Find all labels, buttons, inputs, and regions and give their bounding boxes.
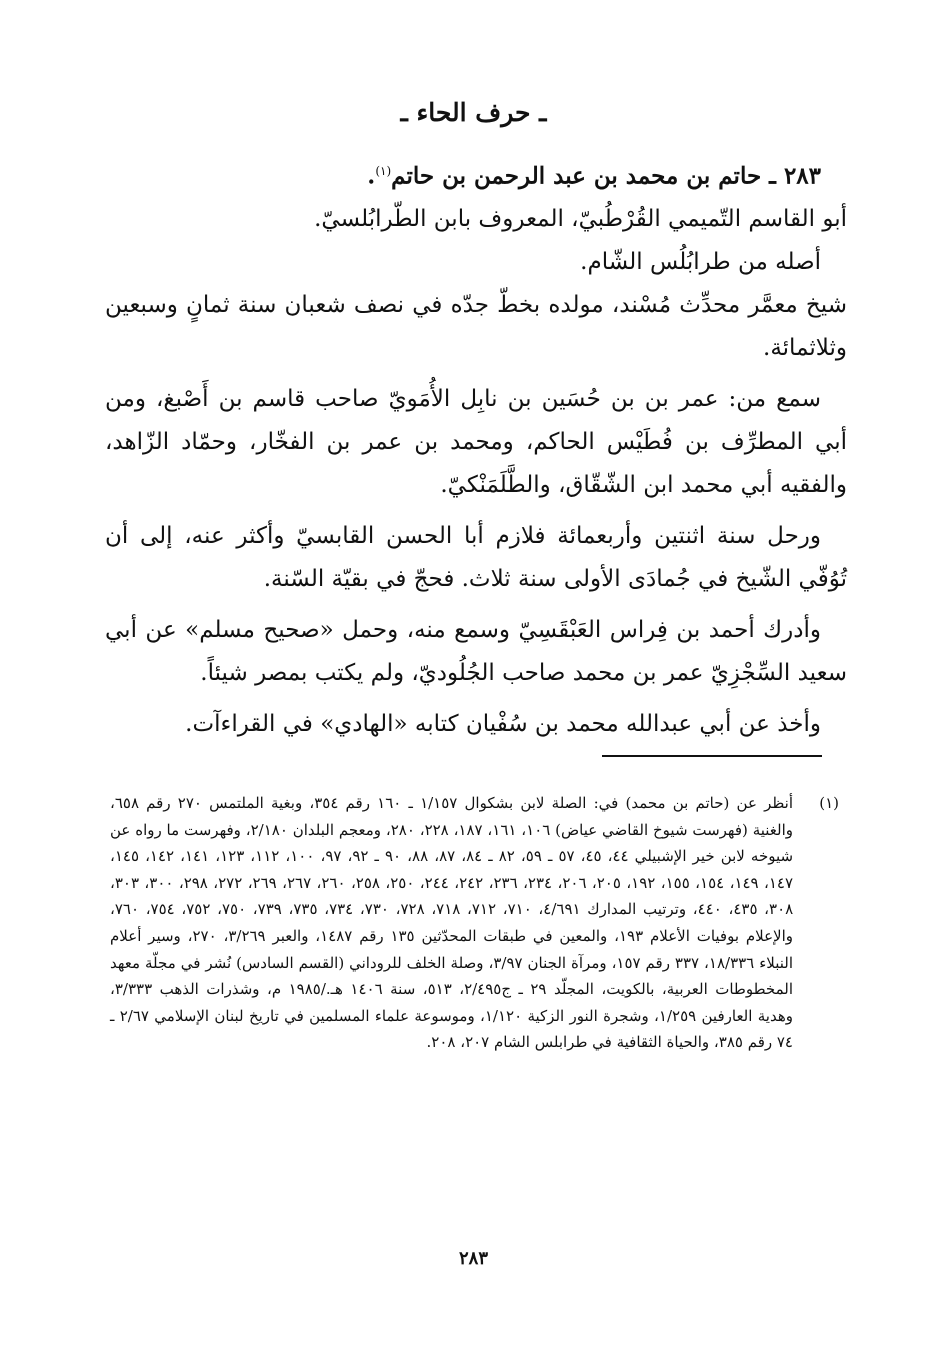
entry-paragraph: وأدرك أحمد بن فِراس العَبْقَسِيّ وسمع منه، وحمل «صحيح مسلم» عن أبي سعيد السِّجْزِيّ عمر بن محمد صاحب الجُلُوديّ، ولم يكتب بمصر شيئاً.: [105, 616, 847, 686]
footnote-text: أنظر عن (حاتم بن محمد) في: الصلة لابن بشكوال ١/١٥٧ ـ ١٦٠ رقم ٣٥٤، وبغية الملتمس ٢٧٠ رقم ٦٥٨، والغنية (فهرست شيوخ القاضي عياض) ١٠٦، ١٦١، ١٨٧، ٢٢٨، ٢٨٠، ومعجم البلدان ٢/١٨٠، وفهرست ما رواه عن شيوخه لابن خير الإشبيلي ٤٤، ٤٥، ٥٧ ـ ٥٩، ٨٢ ـ ٨٤، ٨٧، ٨٨، ٩٠ ـ ٩٢، ٩٧، ١٠٠، ١١٢، ١٢٣، ١٤١، ١٤٢، ١٤٥، ١٤٧، ١٤٩، ١٥٤، ١٥٥، ١٩٢، ٢٠٥، ٢٠٦، ٢٣٤، ٢٣٦، ٢٤٢، ٢٤٤، ٢٥٠، ٢٥٨، ٢٦٠، ٢٦٧، ٢٦٩، ٢٧٢، ٢٩٨، ٣٠٠، ٣٠٣، ٣٠٨، ٤٣٥، ٤٤٠، وترتيب المدارك ٤/٦٩١، ٧١٠، ٧١٢، ٧١٨، ٧٢٨، ٧٣٠، ٧٣٤، ٧٣٥، ٧٣٩، ٧٥٠، ٧٥٢، ٧٥٤، ٧٦٠، والإعلام بوفيات الأعلام ١٩٣، والمعين في طبقات المحدّثين ١٣٥ رقم ١٤٨٧، والعبر ٣/٢٦٩، ٢٧٠، وسير أعلام النبلاء ١٨/٣٣٦، ٣٣٧ رقم ١٥٧، ومرآة الجنان ٣/٩٧، وصلة الخلف للروداني (القسم السادس) نُشر في مجلّة معهد المخطوطات العربية، بالكويت، المجلّد ٢٩ ـ ج٢/٤٩٥، ٥١٣، سنة ١٤٠٦ هـ./١٩٨٥ م، وشذرات الذهب ٣/٣٣٣، وهدية العارفين ١/٢٥٩، وشجرة النور الزكية ١/١٢٠، وموسوعة علماء المسلمين في تاريخ لبنان الإسلامي ٢/٦٧ ـ ٧٤ رقم ٣٨٥، والحياة الثقافية في طرابلس الشام ٢٠٧، ٢٠٨.: [110, 794, 794, 1052]
footnote: [110, 790, 839, 1056]
entry-paragraph: أبو القاسم التّميمي القُرْطُبيّ، المعروف بابن الطّرابُلسيّ.: [314, 205, 847, 232]
entry-paragraph: ورحل سنة اثنتين وأربعمائة فلازم أبا الحسن القابسيّ وأكثر عنه، إلى أن تُوُفّي الشّيخ في جُمادَى الأولى سنة ثلاث. فحجّ في بقيّة السّنة.: [105, 522, 847, 592]
entry-paragraph: أصله من طرابُلُس الشّام.: [580, 248, 821, 275]
entry-paragraph: وأخذ عن أبي عبدالله محمد بن سُفْيان كتابه «الهادي» في القراءآت.: [185, 710, 821, 737]
biography-entry: [105, 150, 847, 746]
footnote-number: (١): [819, 794, 839, 812]
footnote-reference[interactable]: (١): [375, 164, 392, 178]
entry-heading-end: .: [367, 162, 376, 190]
footnote-divider: [602, 755, 822, 757]
section-header: ـ حرف الحاء ـ: [400, 98, 547, 127]
page-number: ٢٨٣: [458, 1248, 488, 1269]
entry-heading-text: ٢٨٣ ـ حاتم بن محمد بن عبد الرحمن بن حاتم: [391, 162, 821, 190]
entry-heading: [105, 150, 847, 198]
entry-paragraph: شيخ معمَّر محدِّث مُسْند، مولده بخطّ جدّه في نصف شعبان سنة ثمانٍ وسبعين وثلاثمائة.: [105, 291, 847, 361]
entry-paragraph: سمع من: عمر بن بن حُسَين بن نابِل الأُمَويّ صاحب قاسم بن أَصْبغ، ومن أبي المطرِّف بن فُطَيْس الحاكم، ومحمد بن عمر بن الفخّار، وحمّاد الزّاهد، والفقيه أبي محمد ابن الشّقّاق، والطَّلَمَنْكيّ.: [105, 385, 847, 498]
